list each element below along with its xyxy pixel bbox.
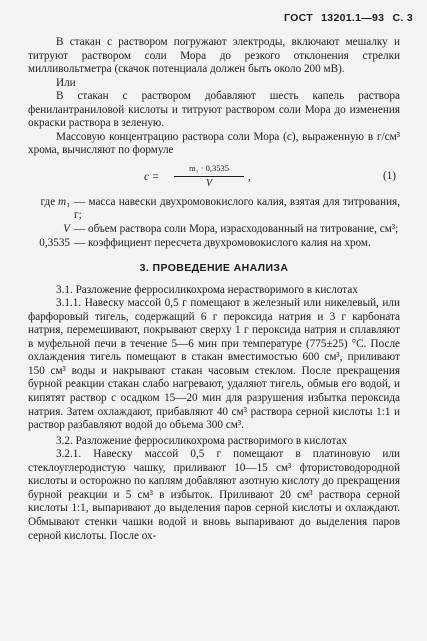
page-number: С. 3 (392, 12, 413, 24)
standard-label: ГОСТ (284, 12, 313, 24)
definition-v (28, 223, 400, 237)
definition-term: V (63, 223, 70, 236)
variable-definitions (28, 196, 400, 250)
formula-lhs: c = (144, 170, 160, 183)
clause-3-2-1: 3.2.1. Навеску массой 0,5 г помещают в платиновую или стеклоуглеродистую чашку, приливают 10—15 см³ фтористоводородной кислоты и осторожно по каплям добавляют азотную кислоту до прекращения бурной реакции и 5 см³ в избыток. Приливают 20 см³ раствора серной кислоты 1:1, выпаривают до выделения паров серной кислоты и охлаждают. Обмывают стенки чашки водой и вновь выпаривают до выделения паров серной кислоты. После ох- (28, 448, 400, 542)
formula-comma: , (248, 170, 251, 183)
formula-fraction (174, 162, 244, 191)
formula-number: (1) (382, 169, 396, 182)
document-body (28, 36, 400, 543)
formula-1 (28, 162, 400, 192)
definition-coefficient (28, 237, 400, 251)
clause-3-1: 3.1. Разложение ферросиликохрома нерастворимого в кислотах (56, 283, 358, 296)
formula-numerator: m₁ · 0,3535 (174, 162, 244, 178)
page-header (279, 12, 413, 24)
paragraph-or: Или (56, 76, 76, 89)
paragraph-indicator: В стакан с раствором добавляют шесть капель раствора фенилантраниловой кислоты и титруют раствором соли Мора до изменения окраски раствора в зеленую. (28, 90, 400, 130)
formula-denominator: V (205, 178, 213, 190)
definition-term: m₁ (58, 195, 70, 208)
definition-m1 (28, 196, 400, 223)
section-title: 3. ПРОВЕДЕНИЕ АНАЛИЗА (139, 262, 289, 275)
definition-text: — коэффициент пересчета двухромовокислого калия на хром. (74, 236, 371, 249)
definition-text: — масса навески двухромовокислого калия, взятая для титрования, г; (74, 195, 400, 222)
clause-3-1-1: 3.1.1. Навеску массой 0,5 г помещают в железный или никелевый, или фарфоровый тигель, содержащий 6 г пероксида натрия и 3 г карбоната натрия, перемешивают, покрывают сверху 1 г пероксида натрия и сплавляют в муфельной печи в течение 5—6 мин при температуре (775±25) °С. После охлаждения тигель помещают в стакан вместимостью 600 см³, приливают 150 см³ воды и накрывают стакан часовым стеклом. После прекращения бурной реакции стакан слабо нагревают, удаляют тигель, обмыв его водой, и кипятят раствор с осадком 15—20 мин для разрушения избытка пероксида натрия. Затем охлаждают, прибавляют 40 см³ раствора серной кислоты 1:1 и раствор разбавляют водой до объема 300 см³. (28, 297, 400, 432)
definition-intro: где (40, 195, 56, 208)
clause-3-2: 3.2. Разложение ферросиликохрома растворимого в кислотах (56, 434, 347, 447)
definition-term: 0,3535 (39, 236, 70, 249)
paragraph-electrodes: В стакан с раствором погружают электроды, включают мешалку и титруют раствором соли Мора до резкого отклонения стрелки милливольтметра (скачок потенциала должен быть около 200 мВ). (28, 36, 400, 76)
definition-text: — объем раствора соли Мора, израсходованный на титрование, см³; (74, 223, 399, 236)
paragraph-concentration: Массовую концентрацию раствора соли Мора (c), выраженную в г/см³ хрома, вычисляют по формуле (28, 130, 400, 157)
standard-number: 13201.1—93 (321, 12, 385, 24)
